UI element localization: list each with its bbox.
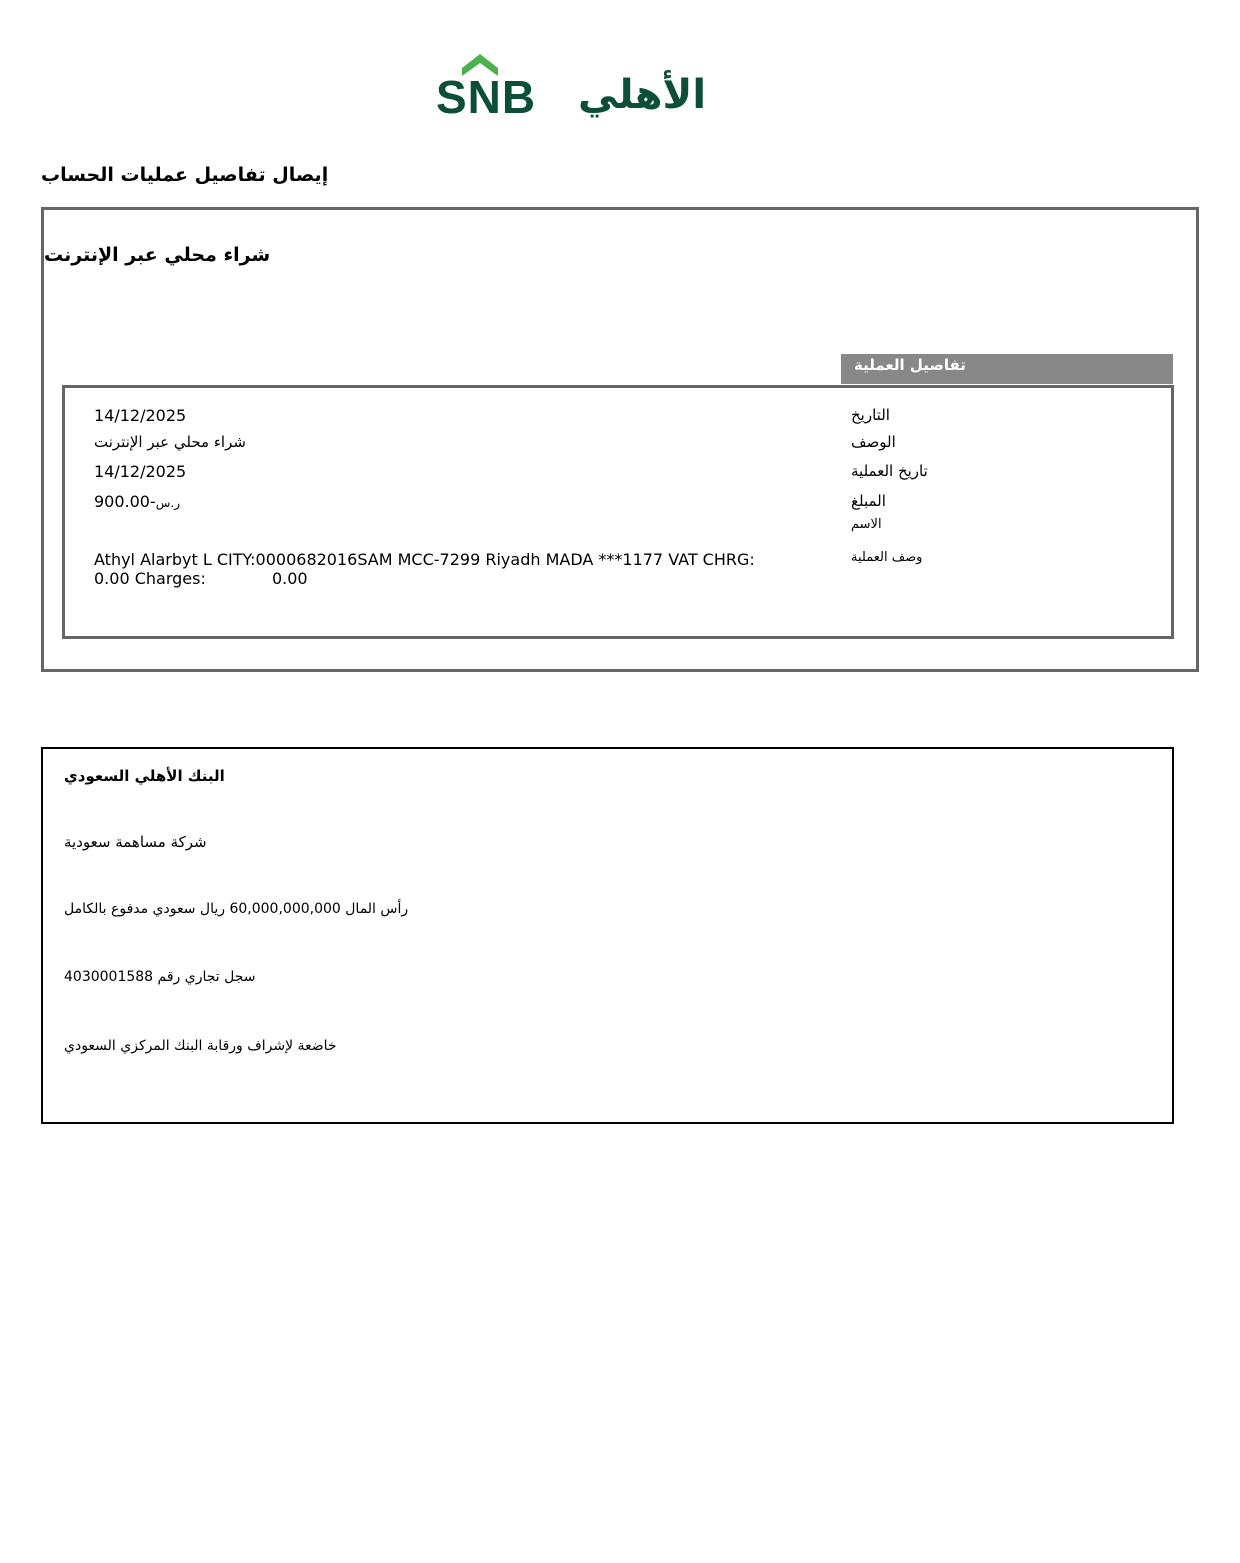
logo-arabic: الأهلي xyxy=(578,72,707,118)
description-value: شراء محلي عبر الإنترنت xyxy=(94,433,246,451)
txn-date-value: 14/12/2025 xyxy=(94,462,187,481)
txn-desc-line: 0.00 Charges: 0.00 xyxy=(94,569,308,588)
details-header xyxy=(841,354,1173,384)
name-label: الاسم xyxy=(851,517,882,532)
company-type: شركة مساهمة سعودية xyxy=(64,833,207,851)
logo-text: SNB xyxy=(436,71,537,123)
date-value: 14/12/2025 xyxy=(94,406,187,425)
bank-name: البنك الأهلي السعودي xyxy=(64,767,225,785)
description-label: الوصف xyxy=(851,433,896,451)
amount-value xyxy=(94,492,180,511)
amount-label: المبلغ xyxy=(851,492,886,510)
regulation: خاضعة لإشراف ورقابة البنك المركزي السعودي xyxy=(64,1038,337,1054)
commercial-register: سجل تجاري رقم 4030001588 xyxy=(64,969,256,985)
amount: -900.00 xyxy=(94,492,156,511)
transaction-title: شراء محلي عبر الإنترنت xyxy=(44,244,271,266)
date-label: التاريخ xyxy=(851,406,890,424)
details-header-label: تفاصيل العملية xyxy=(854,356,966,374)
page-title: إيصال تفاصيل عمليات الحساب xyxy=(41,164,329,186)
txn-date-label: تاريخ العملية xyxy=(851,462,928,480)
bank-footer xyxy=(41,747,1174,1124)
txn-desc-line: Athyl Alarbyt L CITY:0000682016SAM MCC-7299 Riyadh MADA ***1177 VAT CHRG: xyxy=(94,550,755,569)
txn-desc-value xyxy=(94,550,755,588)
currency-symbol: ر.س xyxy=(155,496,181,510)
details-box xyxy=(62,385,1174,639)
capital: رأس المال 60,000,000,000 ريال سعودي مدفوع بالكامل xyxy=(64,901,409,917)
txn-desc-label: وصف العملية xyxy=(851,550,923,565)
